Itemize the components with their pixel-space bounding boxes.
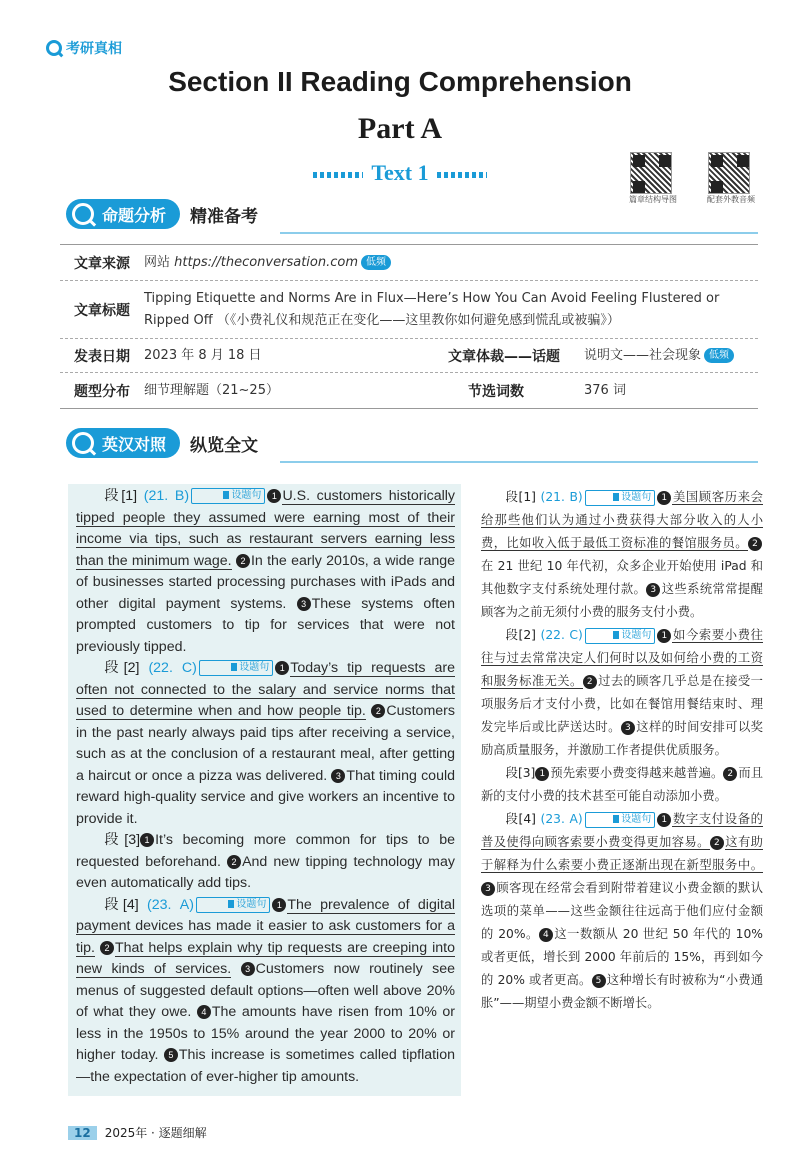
sentence: It’s becoming more common for tips to be requested beforehand. bbox=[76, 832, 455, 870]
compare-subtitle: 纵览全文 bbox=[190, 435, 259, 456]
sentence-number: 3 bbox=[297, 597, 311, 611]
sentence-number: 1 bbox=[657, 491, 671, 505]
key-sentence: 这有助于解释为什么索要小费正逐渐出现在新型服务中。 bbox=[481, 835, 763, 872]
sentence-number: 2 bbox=[748, 537, 762, 551]
book-title: 2025年 · 逐题细解 bbox=[104, 1126, 207, 1140]
sentence-number: 3 bbox=[646, 583, 660, 597]
qr-block-2[interactable] bbox=[696, 152, 766, 205]
sentence: Customers in the past nearly always paid tips after receiving a service, such as at the conclusion of a restaurant meal, after getting a haircut or once a pizza was delivered. bbox=[76, 703, 455, 784]
sentence: 这些系统常常提醒顾客为之前无须付小费的服务支付小费。 bbox=[481, 582, 763, 619]
sentence: In the early 2010s, a wide range of businesses started processing purchases with iPads and other digital payment systems. bbox=[76, 552, 455, 612]
en-paragraph-4 bbox=[76, 895, 455, 1089]
paragraph-number: 段[2] bbox=[505, 628, 536, 642]
sentence-number: 3 bbox=[241, 962, 255, 976]
answer-label: (22. C) bbox=[540, 628, 583, 642]
en-paragraph-2 bbox=[76, 658, 455, 830]
answer-label: (22. C) bbox=[148, 660, 197, 676]
key-sentence: That helps explain why tip requests are creeping into new kinds of services. bbox=[76, 939, 455, 977]
analysis-pill bbox=[66, 199, 180, 229]
sentence-number: 4 bbox=[197, 1005, 211, 1019]
date-value: 2023 年 8 月 18 日 bbox=[144, 347, 262, 363]
sentence: 在 21 世纪 10 年代初，众多企业开始使用 iPad 和其他数字支付系统处理付款。 bbox=[481, 559, 763, 596]
sentence-number: 3 bbox=[621, 721, 635, 735]
key-sentence: The prevalence of digital payment devices has made it easier to ask customers for a tip. bbox=[76, 896, 455, 956]
qr-caption: 配套外教音频 bbox=[707, 195, 755, 204]
sentence-number: 2 bbox=[227, 855, 241, 869]
sentence-number: 1 bbox=[275, 661, 289, 675]
flag-icon: 设题句 bbox=[585, 812, 656, 828]
sentence: 这样的时间安排可以奖励高质量服务，并激励工作者提供优质服务。 bbox=[481, 720, 763, 757]
brand-q-icon bbox=[46, 40, 62, 56]
info-row-source bbox=[60, 245, 758, 281]
sentence: The amounts have risen from 10% or less in the 1950s to 15% around the year 2000 to 20% or higher today. bbox=[76, 1004, 455, 1063]
qr-code-icon[interactable] bbox=[708, 152, 750, 194]
answer-label: (21. B) bbox=[143, 488, 190, 504]
qr-code-icon[interactable] bbox=[630, 152, 672, 194]
sentence-number: 2 bbox=[710, 836, 724, 850]
sentence: This increase is sometimes called tipflation—the expectation of ever-higher tip amounts. bbox=[76, 1047, 455, 1085]
part-title: Part A bbox=[357, 112, 443, 145]
english-text-panel bbox=[68, 484, 461, 1096]
article-info-table bbox=[60, 244, 758, 409]
title-label: 文章标题 bbox=[74, 302, 130, 319]
cn-paragraph-1 bbox=[481, 486, 763, 624]
info-row-title bbox=[60, 281, 758, 339]
genre-value bbox=[584, 345, 734, 367]
sentence-number: 4 bbox=[539, 928, 553, 942]
cn-paragraph-2 bbox=[481, 624, 763, 762]
qr-block-1[interactable] bbox=[618, 152, 688, 205]
title-cn: （《小费礼仪和规范正在变化——这里教你如何避免感到慌乱或被骗》） bbox=[216, 312, 620, 328]
sentence-number: 3 bbox=[331, 769, 345, 783]
flag-icon: 设题句 bbox=[585, 490, 656, 506]
title-en: Tipping Etiquette and Norms Are in Flux—Here’s How You Can Avoid Feeling Flustered or Ripped Off bbox=[144, 290, 720, 328]
magnifier-icon bbox=[72, 203, 94, 225]
sentence-number: 1 bbox=[657, 629, 671, 643]
brand-text: 考研真相 bbox=[66, 41, 122, 57]
sentence-number: 1 bbox=[140, 833, 154, 847]
words-label: 节选词数 bbox=[468, 383, 524, 400]
analysis-subtitle: 精准备考 bbox=[190, 206, 259, 227]
key-sentence: 美国顾客历来会给那些他们认为通过小费获得大部分收入的人小费，比如收入低于最低工资标准的餐馆服务员。 bbox=[481, 490, 763, 550]
source-url[interactable]: https://theconversation.com bbox=[174, 254, 358, 270]
page-footer bbox=[68, 1124, 207, 1141]
paragraph-number: 段[4] bbox=[104, 896, 139, 913]
paragraph-number: 段[3] bbox=[104, 832, 141, 848]
dots-left-icon bbox=[313, 172, 363, 178]
sentence-number: 2 bbox=[236, 554, 250, 568]
sentence-number: 2 bbox=[723, 767, 737, 781]
info-row-type bbox=[60, 373, 758, 409]
sentence: 而且新的支付小费的技术甚至可能自动添加小费。 bbox=[481, 766, 763, 803]
qr-caption: 篇章结构导图 bbox=[629, 195, 677, 204]
key-sentence: Today’s tip requests are often not connected to the salary and service norms that used to determine when and how people tip. bbox=[76, 660, 456, 719]
flag-icon: 设题句 bbox=[191, 488, 265, 504]
date-label: 发表日期 bbox=[74, 348, 130, 365]
sentence: 这一数额从 20 世纪 50 年代的 10% 或者更低，增长到 2000 年前后的 15%，再到如今的 20% 或者更高。 bbox=[481, 927, 763, 987]
sentence-number: 1 bbox=[657, 813, 671, 827]
en-paragraph-3 bbox=[76, 830, 455, 895]
chinese-text-panel bbox=[481, 486, 763, 1015]
sentence-number: 2 bbox=[583, 675, 597, 689]
sentence: 预先索要小费变得越来越普遍。 bbox=[550, 766, 724, 780]
answer-label: (21. B) bbox=[540, 490, 583, 504]
sentence: 顾客现在经常会看到附带着建议小费金额的默认选项的菜单——这些金额往往远高于他们应付金额的 20%。 bbox=[481, 881, 763, 941]
page-number: 12 bbox=[68, 1126, 97, 1140]
paragraph-number: 段[4] bbox=[505, 812, 536, 826]
analysis-heading bbox=[66, 199, 258, 229]
key-sentence: 如今索要小费往往与过去常常决定人们何时以及如何给小费的工资和服务标准无关。 bbox=[481, 628, 763, 688]
frequency-badge: 低频 bbox=[361, 255, 391, 270]
sentence-number: 1 bbox=[267, 489, 281, 503]
info-row-date bbox=[60, 339, 758, 373]
sentence: That timing could reward high-quality service and give workers an incentive to provide it. bbox=[76, 767, 455, 827]
magnifier-icon bbox=[72, 432, 94, 454]
compare-heading bbox=[66, 428, 258, 458]
cn-paragraph-3 bbox=[481, 762, 763, 808]
section-title: Section II Reading Comprehension bbox=[168, 66, 632, 97]
sentence: 过去的顾客几乎总是在接受一项服务后才支付小费，比如在餐馆用餐结束时、理发完毕后或比萨送达时。 bbox=[481, 674, 763, 734]
qtype-label: 题型分布 bbox=[74, 383, 130, 400]
flag-icon: 设题句 bbox=[196, 897, 270, 913]
source-label: 文章来源 bbox=[74, 255, 130, 272]
answer-label: (23. A) bbox=[147, 896, 194, 913]
compare-pill-label: 英汉对照 bbox=[102, 434, 167, 454]
dots-right-icon bbox=[437, 172, 487, 178]
paragraph-number: 段[1] bbox=[505, 490, 536, 504]
divider bbox=[280, 461, 758, 463]
source-prefix: 网站 bbox=[144, 254, 175, 270]
sentence-number: 2 bbox=[371, 704, 385, 718]
sentence-number: 3 bbox=[481, 882, 495, 896]
flag-icon: 设题句 bbox=[585, 628, 656, 644]
paragraph-number: 段[3] bbox=[505, 766, 536, 780]
sentence-number: 1 bbox=[535, 767, 549, 781]
compare-pill bbox=[66, 428, 180, 458]
key-sentence: U.S. customers historically tipped people they assumed were earning most of their income via tips, such as restaurant servers earning less than the minimum wage. bbox=[76, 488, 456, 569]
cn-paragraph-4 bbox=[481, 808, 763, 1015]
source-value bbox=[144, 252, 391, 274]
sentence-number: 5 bbox=[592, 974, 606, 988]
en-paragraph-1 bbox=[76, 486, 455, 658]
paragraph-number: 段[2] bbox=[104, 660, 140, 676]
sentence: 这种增长有时被称为“小费通胀”——期望小费金额不断增长。 bbox=[481, 973, 764, 1010]
answer-label: (23. A) bbox=[540, 812, 583, 826]
brand-logo bbox=[46, 38, 122, 58]
genre-label: 文章体裁——话题 bbox=[448, 348, 560, 365]
genre-text: 说明文——社会现象 bbox=[584, 347, 702, 363]
qtype-value: 细节理解题（21~25） bbox=[144, 382, 279, 398]
sentence-number: 2 bbox=[100, 941, 114, 955]
text-title-label: Text 1 bbox=[371, 160, 429, 185]
key-sentence: 数字支付设备的普及使得向顾客索要小费变得更加容易。 bbox=[481, 812, 763, 849]
sentence-number: 1 bbox=[272, 898, 286, 912]
frequency-badge: 低频 bbox=[704, 348, 734, 363]
analysis-pill-label: 命题分析 bbox=[102, 205, 167, 225]
flag-icon: 设题句 bbox=[199, 660, 273, 676]
paragraph-number: 段[1] bbox=[104, 488, 138, 504]
words-value: 376 词 bbox=[584, 382, 626, 398]
sentence: Customers now routinely see menus of suggested default options—often well above 20% of what they owe. bbox=[76, 961, 455, 1020]
sentence: These systems often prompted customers to tip for services that were not previously tipped. bbox=[76, 595, 455, 655]
title-value bbox=[144, 288, 754, 332]
divider bbox=[280, 232, 758, 234]
sentence-number: 5 bbox=[164, 1048, 178, 1062]
sentence: And new tipping technology may even automatically add tips. bbox=[76, 853, 455, 891]
